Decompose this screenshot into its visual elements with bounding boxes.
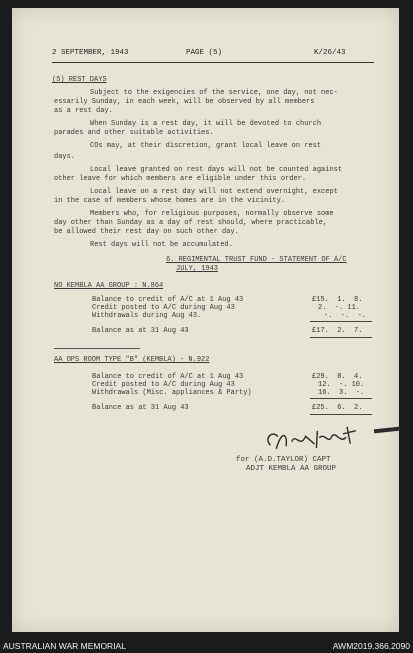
ledger-row-amount: 16. 3. -.: [318, 389, 365, 397]
subtotal-rule: [310, 321, 372, 322]
paragraph-line: be allowed their rest day on such other day.: [54, 228, 239, 236]
balance-amount: £25. 6. 2.: [312, 404, 363, 412]
ledger-row-amount: 2. -. 11.: [318, 304, 361, 312]
paragraph-line: essarily Sunday, in each week, will be observed by all members: [54, 98, 315, 106]
ledger-row-label: Withdrawals (Misc. appliances & Party): [92, 389, 252, 397]
section-divider: [54, 348, 140, 349]
ledger-row-amount: -. -. -.: [324, 312, 367, 320]
subtotal-rule: [310, 398, 372, 399]
paragraph-line: parades and other suitable activities.: [54, 129, 214, 137]
document-date: 2 SEPTEMBER, 1943: [52, 49, 129, 57]
paragraph-line: Local leave granted on rest days will not be counted against: [90, 166, 343, 174]
ledger-row-label: Balance to credit of A/C at 1 Aug 43: [92, 373, 244, 381]
total-rule: [310, 414, 372, 415]
signatory-name: for (A.D.TAYLOR) CAPT: [236, 456, 331, 464]
balance-label: Balance as at 31 Aug 43: [92, 327, 189, 335]
header-rule: [52, 62, 374, 63]
paragraph-line: COs may, at their discretion, grant local leave on rest: [90, 142, 322, 150]
paragraph-line: in the case of members whose homes are in the vicinity.: [54, 197, 286, 205]
balance-label: Balance as at 31 Aug 43: [92, 404, 189, 412]
paragraph-line: When Sunday is a rest day, it will be devoted to church: [90, 120, 322, 128]
ledger-row-label: Credit posted to A/C during Aug 43: [92, 381, 235, 389]
page-number: PAGE (5): [186, 49, 223, 57]
signatory-role: ADJT KEMBLA AA GROUP: [246, 465, 337, 473]
ledger-row-label: Withdrawals during Aug 43.: [92, 312, 202, 320]
account-title-n864: NO KEMBLA AA GROUP : N.864: [54, 282, 164, 290]
paragraph-line: Members who, for religious purposes, normally observe some: [90, 210, 334, 218]
ledger-row-label: Balance to credit of A/C at 1 Aug 43: [92, 296, 244, 304]
paragraph-line: day other than Sunday as a day of rest should, where practicable,: [54, 219, 328, 227]
footer-catalogue-number: AWM2019.366.2090: [332, 641, 410, 651]
ledger-row-amount: 12. -. 10.: [318, 381, 365, 389]
paragraph-line: other leave for which members are eligible under this order.: [54, 175, 307, 183]
footer-institution: AUSTRALIAN WAR MEMORIAL: [3, 641, 126, 651]
archive-footer: [0, 638, 413, 653]
paragraph-line: as a rest day.: [54, 107, 113, 115]
ledger-row-amount: £15. 1. 8.: [312, 296, 363, 304]
section-heading-rest-days: (5) REST DAYS: [52, 76, 107, 84]
paragraph-line: days.: [54, 153, 76, 161]
document-reference: K/26/43: [314, 49, 346, 57]
account-title-n922: AA OPS ROOM TYPE "B" (KEMBLA) - N.922: [54, 356, 210, 364]
paragraph-line: Subject to the exigencies of the service, one day, not nec-: [90, 89, 338, 97]
paragraph-line: Rest days will not be accumulated.: [90, 241, 233, 249]
paragraph-line: Local leave on a rest day will not extend overnight, except: [90, 188, 338, 196]
section-heading-trust-fund: 6. REGIMENTAL TRUST FUND - STATEMENT OF A/C: [166, 256, 347, 264]
total-rule: [310, 337, 372, 338]
signature-scrawl-icon: [261, 421, 359, 458]
section-subheading-month: JULY, 1943: [176, 265, 219, 273]
ledger-row-label: Credit posted to A/C during Aug 43: [92, 304, 235, 312]
ledger-row-amount: £29. 8. 4.: [312, 373, 363, 381]
balance-amount: £17. 2. 7.: [312, 327, 363, 335]
